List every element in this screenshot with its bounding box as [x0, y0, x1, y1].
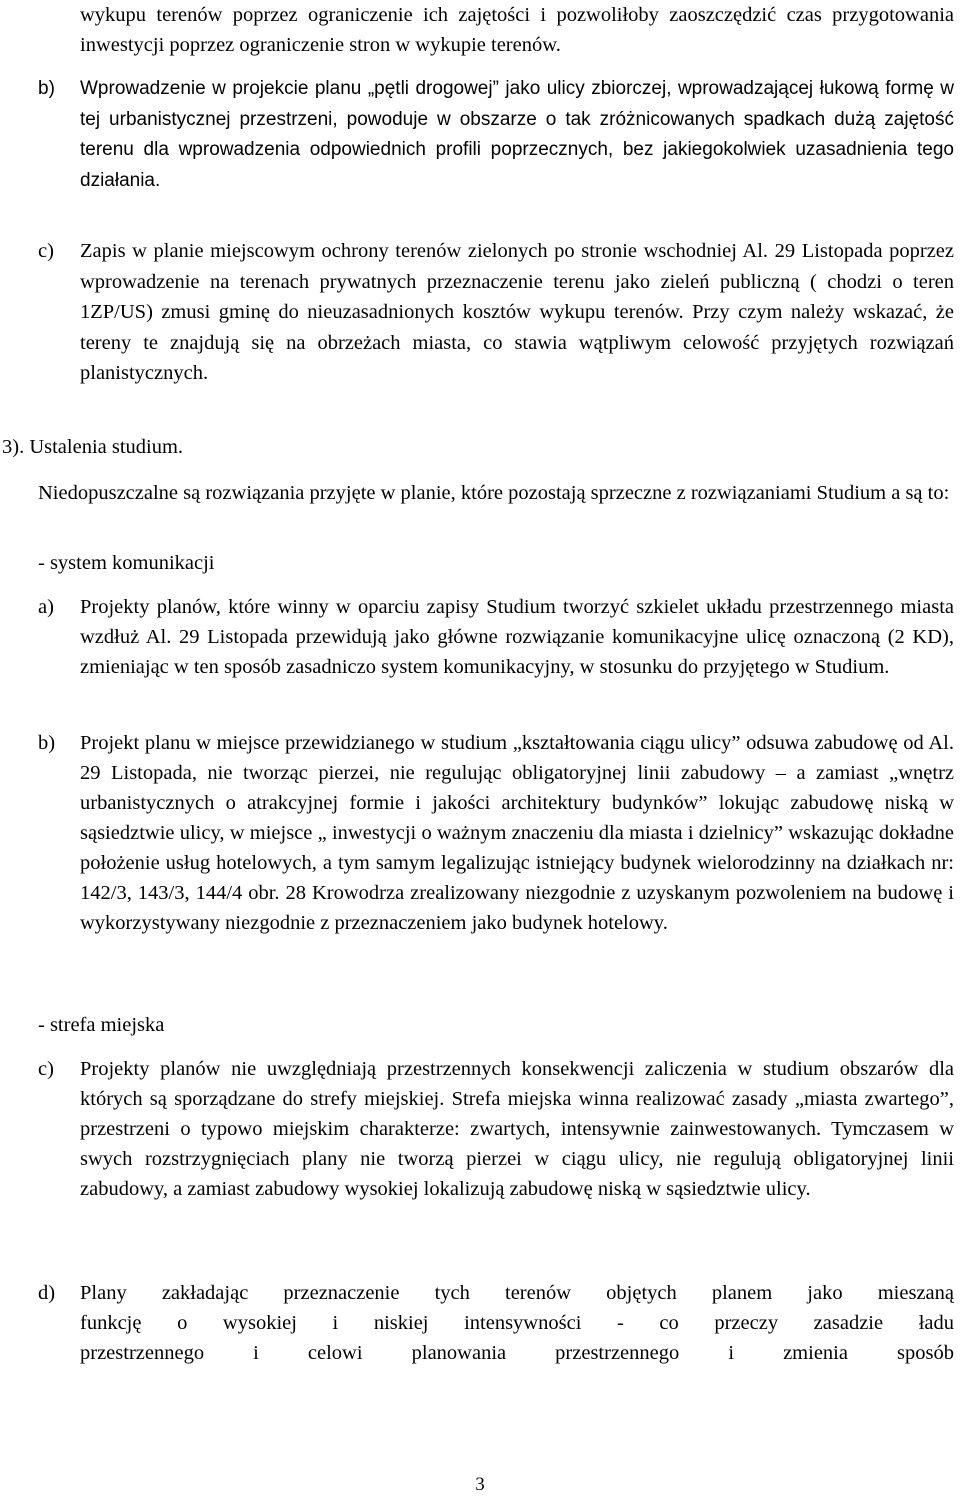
list-item-d — [38, 1278, 954, 1368]
list-item-b-komunikacja — [38, 728, 954, 938]
list-item-label: b) — [38, 732, 56, 754]
list-item-text: Projekt planu w miejsce przewidzianego w studium „kształtowania ciągu ulicy” odsuwa zabudowę od Al. 29 Listopada, nie tworząc pierzei, nie regulując obligatoryjnej linii zabudowy – a zamiast „wnętrz urbanistycznych o atrakcyjnej formie i jakości architektury budynków” lokując zabudowę niską w sąsiedztwie ulicy, w miejsce „ inwestycji o ważnym znaczeniu dla miasta i dzielnicy” wskazując dokładne położenie usług hotelowych, a tym samym legalizując istniejący budynek wielorodzinny na działkach nr: 142/3, 143/3, 144/4 obr. 28 Krowodrza zrealizowany niezgodnie z uzyskanym pozwoleniem na budowę i wykorzystywany niezgodnie z przeznaczeniem jako budynek hotelowy. — [80, 732, 954, 934]
subheading-strefa-miejska: - strefa miejska — [38, 1014, 165, 1036]
list-item-text: Zapis w planie miejscowym ochrony terenów zielonych po stronie wschodniej Al. 29 Listopada poprzez wprowadzenie na terenach prywatnych przeznaczenie terenu jako zieleń publiczną ( chodzi o teren 1ZP/US) zmusi gminę do nieuzasadnionych kosztów wykupu terenów. Przy czym należy wskazać, że tereny te znajdują się na obrzeżach miasta, co stawia wątpliwym celowość przyjętych rozwiązań planistycznych. — [80, 240, 954, 384]
list-item-a-komunikacja — [38, 592, 954, 682]
list-item-c-strefa — [38, 1054, 954, 1204]
subheading-system-komunikacji: - system komunikacji — [38, 552, 215, 574]
list-item-label: c) — [38, 1058, 54, 1080]
list-item-text: Projekty planów nie uwzględniają przestrzennych konsekwencji zaliczenia w studium obszarów dla których są sporządzane do strefy miejskiej. Strefa miejska winna realizować zasady „miasta zwartego”, przestrzeni o typowo miejskim charakterze: zwartych, intensywnie zainwestowanych. Tymczasem w swych rozstrzygnięciach plany nie tworzą pierzei w ciągu ulicy, nie regulują obligatoryjnej linii zabudowy, a zamiast zabudowy wysokiej lokalizują zabudowę niską w sąsiedztwie ulicy. — [80, 1058, 954, 1200]
page-number: 3 — [475, 1474, 485, 1495]
list-item-text: Wprowadzenie w projekcie planu „pętli drogowej” jako ulicy zbiorczej, wprowadzającej łukową formę w tej urbanistycznej przestrzeni, powoduje w obszarze o tak zróżnicowanych spadkach dużą zajętość terenu dla wprowadzenia odpowiednich profili poprzecznych, bez jakiegokolwiek uzasadnienia tego działania. — [80, 78, 954, 191]
section-heading: 3). Ustalenia studium. — [2, 436, 184, 458]
list-item-label: a) — [38, 596, 54, 618]
intro-paragraph — [38, 478, 954, 508]
list-item-b-top — [38, 74, 954, 196]
list-item-label: c) — [38, 240, 54, 262]
list-item-c-top — [38, 236, 954, 389]
list-item-label: b) — [38, 78, 55, 99]
text-line: funkcję o wysokiej i niskiej intensywności - co przeczy zasadzie ładu — [80, 1312, 954, 1334]
continuation-paragraph — [80, 0, 954, 60]
text-line: Plany zakładając przeznaczenie tych terenów objętych planem jako mieszaną — [80, 1282, 954, 1304]
list-item-text: Projekty planów, które winny w oparciu zapisy Studium tworzyć szkielet układu przestrzennego miasta wzdłuż Al. 29 Listopada przewidują jako główne rozwiązanie komunikacyjne ulicę oznaczoną (2 KD), zmieniając w ten sposób zasadniczo system komunikacyjny, w stosunku do przyjętego w Studium. — [80, 596, 954, 678]
intro-text: Niedopuszczalne są rozwiązania przyjęte w planie, które pozostają sprzeczne z rozwiązaniami Studium a są to: — [38, 482, 950, 504]
text-line: przestrzennego i celowi planowania przestrzennego i zmienia sposób — [80, 1342, 954, 1364]
list-item-text — [80, 1278, 954, 1368]
list-item-label: d) — [38, 1282, 56, 1304]
continuation-text: wykupu terenów poprzez ograniczenie ich zajętości i pozwoliłoby zaoszczędzić czas przygotowania inwestycji poprzez ograniczenie stron w wykupie terenów. — [80, 4, 954, 56]
